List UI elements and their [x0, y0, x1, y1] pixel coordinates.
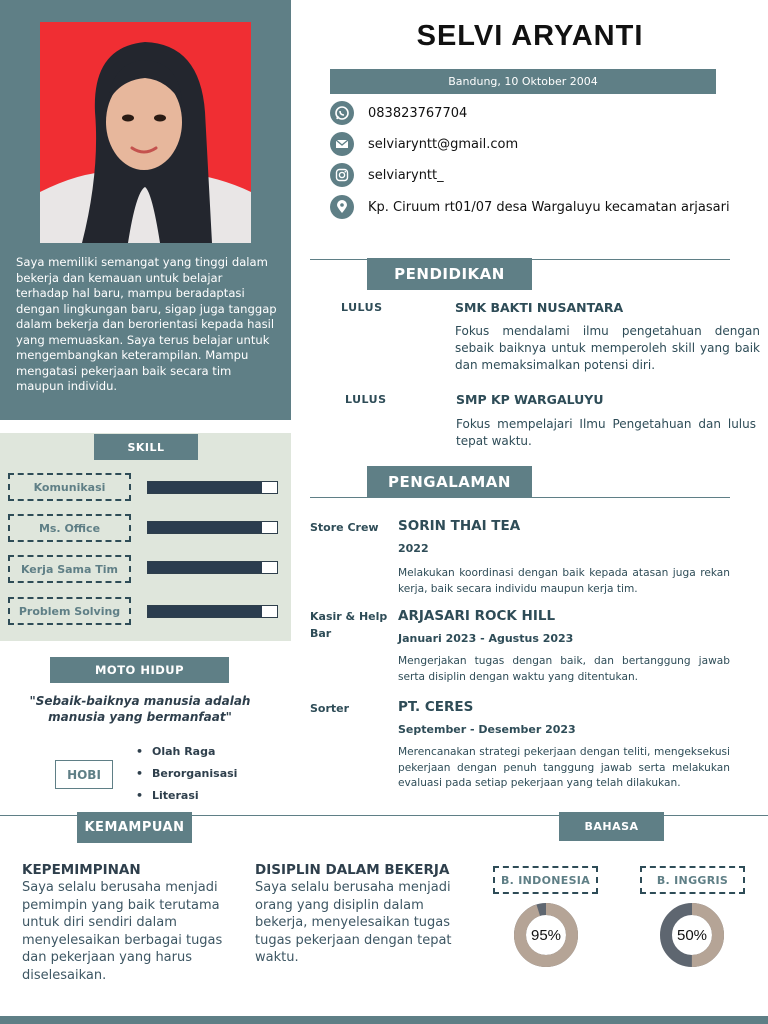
education-status: LULUS	[341, 301, 383, 314]
skill-label: Ms. Office	[8, 514, 131, 542]
abilities-heading: KEMAMPUAN	[77, 812, 192, 843]
languages-heading: BAHASA	[559, 812, 664, 841]
address-text: Kp. Ciruum rt01/07 desa Wargaluyu kecamatan arjasari	[368, 199, 730, 215]
ability-desc: Saya selalu berusaha menjadi orang yang disiplin dalam bekerja, menyelesaikan tugas tugas pekerjaan dengan tepat waktu.	[255, 880, 452, 965]
instagram-handle[interactable]: selviaryntt_	[368, 167, 444, 183]
education-desc: Fokus mempelajari Ilmu Pengetahuan dan lulus tepat waktu.	[456, 417, 756, 448]
experience-role: Store Crew	[310, 521, 379, 534]
experience-company: PT. CERES	[398, 699, 474, 715]
language-label: B. INDONESIA	[493, 866, 598, 894]
skill-bar-fill	[148, 522, 262, 533]
experience-role: Kasir & Help Bar	[310, 610, 388, 640]
skill-bar-fill	[148, 562, 262, 573]
skill-bar	[147, 481, 278, 494]
experience-date: 2022	[398, 542, 429, 555]
skill-bar	[147, 561, 278, 574]
about-text: Saya memiliki semangat yang tinggi dalam bekerja dan kemauan untuk belajar terhadap hal baru, mampu beradaptasi dengan lingkungan baru, sigap juga tanggap dalam bekerja dan berorientasi kepada hasil yang memuaskan. Saya terus belajar untuk mengembangkan keterampilan. Mampu mengatasi pekerjaan baik secara tim maupun individu.	[16, 255, 277, 393]
contact-phone	[330, 100, 467, 126]
skill-bar-fill	[148, 606, 262, 617]
education-school: SMK BAKTI NUSANTARA	[455, 300, 624, 315]
language-donut	[512, 903, 580, 967]
skill-bar	[147, 521, 278, 534]
skill-heading: SKILL	[94, 434, 198, 460]
motto-text	[20, 693, 260, 725]
hobby-item: • Berorganisasi	[136, 766, 237, 788]
experience-heading: PENGALAMAN	[367, 466, 532, 498]
motto-line: manusia yang bermanfaat"	[48, 710, 232, 724]
email-icon	[330, 132, 354, 156]
location-pin-icon	[330, 195, 354, 219]
profile-photo	[40, 22, 251, 243]
experience-role: Sorter	[310, 702, 350, 715]
motto-line: "Sebaik-baiknya manusia adalah	[29, 694, 251, 708]
experience-date: Januari 2023 - Agustus 2023	[398, 632, 574, 645]
ability-desc: Saya selalu berusaha menjadi pemimpin yang baik terutama untuk diri sendiri dalam menyelesaikan berbagai tugas dan pekerjaan yang harus diselesaikan.	[22, 880, 223, 983]
contact-instagram	[330, 162, 444, 188]
skill-label: Komunikasi	[8, 473, 131, 501]
phone-number[interactable]: 083823767704	[368, 105, 468, 121]
hobby-item: • Olah Raga	[136, 744, 237, 766]
full-name: SELVI ARYANTI	[416, 20, 644, 52]
footer-bar	[0, 1016, 768, 1024]
education-heading: PENDIDIKAN	[367, 258, 532, 290]
ability-title: DISIPLIN DALAM BEKERJA	[255, 862, 450, 878]
education-desc: Fokus mendalami ilmu pengetahuan dengan sebaik baiknya untuk memperoleh skill yang baik dan memaksimalkan potensi diri.	[455, 324, 760, 372]
skill-bar-fill	[148, 482, 262, 493]
motto-heading: MOTO HIDUP	[50, 657, 229, 683]
language-percent: 50%	[676, 927, 708, 944]
experience-desc: Melakukan koordinasi dengan baik kepada atasan juga rekan kerja, baik secara individu maupun kerja tim.	[398, 567, 730, 595]
experience-company: SORIN THAI TEA	[398, 518, 521, 534]
hobby-list	[136, 744, 237, 810]
experience-company: ARJASARI ROCK HILL	[398, 608, 556, 624]
skill-label: Kerja Sama Tim	[8, 555, 131, 583]
ability-title: KEPEMIMPINAN	[22, 862, 141, 878]
birth-place-date: Bandung, 10 Oktober 2004	[330, 69, 716, 94]
education-status: LULUS	[345, 393, 387, 406]
experience-desc: Mengerjakan tugas dengan baik, dan bertanggung jawab serta disiplin dengan waktu yang ditentukan.	[398, 655, 730, 683]
language-donut	[658, 903, 726, 967]
experience-desc: Merencanakan strategi pekerjaan dengan teliti, mengeksekusi pekerjaan dengan penuh tanggung jawab serta melakukan evaluasi pada setiap pekerjaan yang telah dilakukan.	[398, 746, 730, 789]
instagram-icon	[330, 163, 354, 187]
skill-label: Problem Solving	[8, 597, 131, 625]
contact-email	[330, 131, 518, 157]
experience-date: September - Desember 2023	[398, 723, 576, 736]
language-label: B. INGGRIS	[640, 866, 745, 894]
whatsapp-icon	[330, 101, 354, 125]
contact-address	[330, 194, 730, 220]
language-percent: 95%	[530, 927, 562, 944]
hobby-item: • Literasi	[136, 788, 237, 810]
education-school: SMP KP WARGALUYU	[456, 392, 604, 407]
hobby-heading: HOBI	[55, 760, 113, 789]
email-address[interactable]: selviaryntt@gmail.com	[368, 136, 519, 152]
skill-bar	[147, 605, 278, 618]
